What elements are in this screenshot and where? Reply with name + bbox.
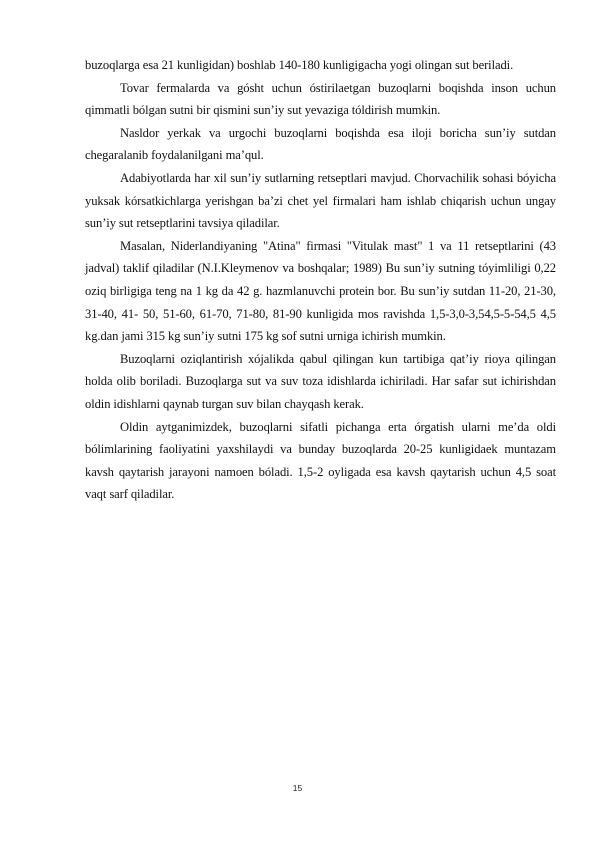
document-page bbox=[85, 54, 556, 506]
paragraph-5: Masalan, Niderlandiyaning "Atina" firmasi "Vitulak mast" 1 va 11 retseptlarini (43 jadval) taklif qiladilar (N.I.Kleymenov va boshqalar; 1989) Bu sun’iy sutning tóyimliligi 0,22 oziq birligiga teng na 1 kg da 42 g. hazmlanuvchi protein bor. Bu sun’iy sutdan 11-20, 21-30, 31-40, 41- 50, 51-60, 61-70, 71-80, 81-90 kunligida mos ravishda 1,5-3,0-3,54,5-5-54,5 4,5 kg.dan jami 315 kg sun’iy sutni 175 kg sof sutni urniga ichirish mumkin. bbox=[85, 238, 556, 344]
paragraph-2: Tovar fermalarda va gósht uchun óstirilaetgan buzoqlarni boqishda inson uchun qimmatli bólgan sutni bir qismini sun’iy sut yevaziga tóldirish mumkin. bbox=[85, 80, 556, 118]
paragraph-7: Oldin aytganimizdek, buzoqlarni sifatli pichanga erta órgatish ularni me’da oldi bólimlarining faoliyatini yaxshilaydi va bunday buzoqlarda 20-25 kunligidaek muntazam kavsh qaytarish jarayoni namoen bóladi. 1,5-2 oyligada esa kavsh qaytarish uchun 4,5 soat vaqt sarf qiladilar. bbox=[85, 419, 556, 502]
paragraph-4: Adabiyotlarda har xil sun’iy sutlarning retseptlari mavjud. Chorvachilik sohasi bóyicha yuksak kórsatkichlarga yerishgan ba’zi chet yel firmalari ham ishlab chiqarish uchun ungay sun’iy sut retseptlarini tavsiya qiladilar. bbox=[85, 170, 556, 231]
paragraph-3: Nasldor yerkak va urgochi buzoqlarni boqishda esa iloji boricha sun’iy sutdan chegaralanib foydalanilgani ma’qul. bbox=[85, 125, 556, 163]
page-number: 15 bbox=[292, 783, 303, 793]
paragraph-1: buzoqlarga esa 21 kunligidan) boshlab 140-180 kunligigacha yogi olingan sut beriladi. bbox=[85, 58, 514, 72]
paragraph-6: Buzoqlarni oziqlantirish xójalikda qabul qilingan kun tartibiga qat’iy rioya qilingan holda olib boriladi. Buzoqlarga sut va suv toza idishlarda ichiriladi. Har safar sut ichirishdan oldin idishlarni qaynab turgan suv bilan chayqash kerak. bbox=[85, 351, 556, 411]
